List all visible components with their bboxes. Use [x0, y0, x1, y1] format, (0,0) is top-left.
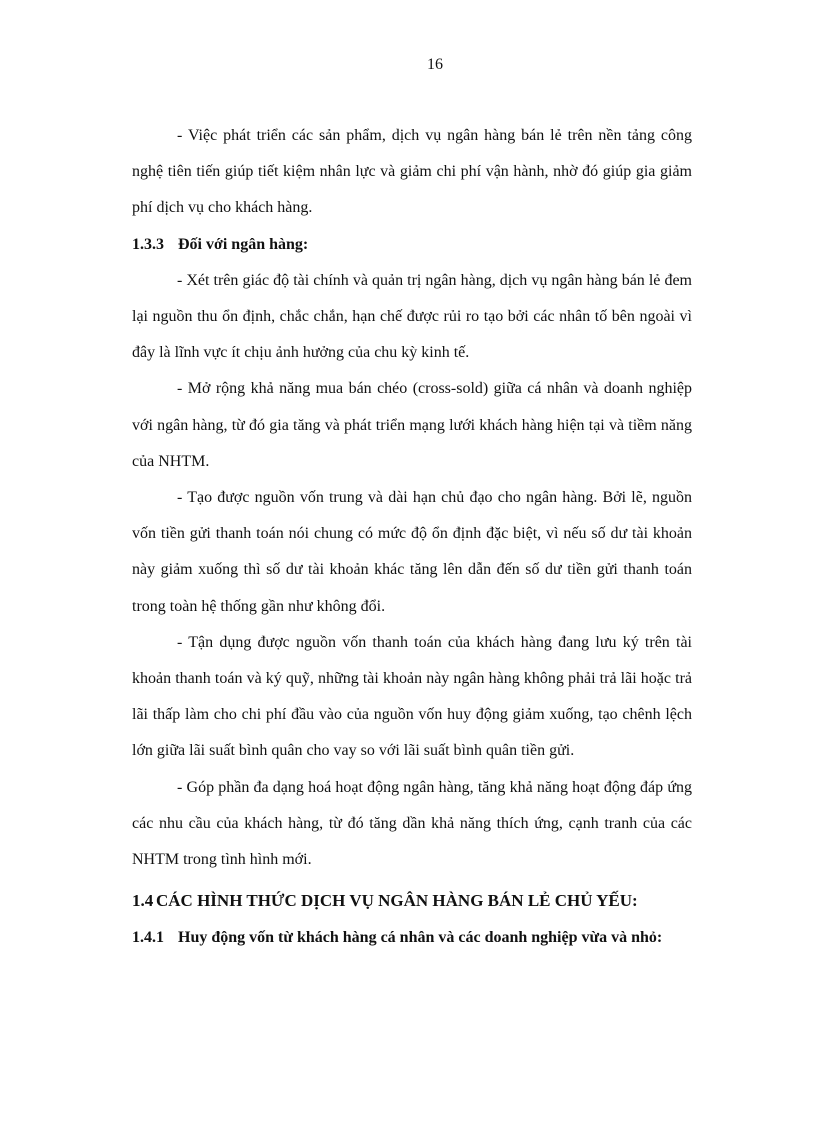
section-1-4-title: CÁC HÌNH THỨC DỊCH VỤ NGÂN HÀNG BÁN LẺ CHỦ YẾU:	[156, 891, 638, 911]
section-1-3-3-heading	[132, 227, 692, 263]
page-body	[132, 118, 692, 956]
section-1-3-3-paragraph-2: - Mở rộng khả năng mua bán chéo (cross-sold) giữa cá nhân và doanh nghiệp với ngân hàng, từ đó gia tăng và phát triển mạng lưới khách hàng hiện tại và tiềm năng của NHTM.	[132, 380, 692, 470]
page-number: 16	[427, 56, 443, 73]
section-1-3-3-title: Đối với ngân hàng:	[178, 235, 309, 253]
section-1-4-number: 1.4	[132, 891, 154, 911]
section-1-4-1-heading	[132, 920, 692, 956]
intro-paragraph: - Việc phát triển các sản phẩm, dịch vụ ngân hàng bán lẻ trên nền tảng công nghệ tiên tiến giúp tiết kiệm nhân lực và giảm chi phí vận hành, nhờ đó giúp gia giảm phí dịch vụ cho khách hàng.	[132, 127, 692, 217]
section-1-4-1-title: Huy động vốn từ khách hàng cá nhân và các doanh nghiệp vừa và nhỏ:	[178, 929, 663, 947]
section-1-3-3-number: 1.3.3	[132, 235, 164, 253]
section-1-4-heading	[132, 882, 692, 920]
section-1-4-1-number: 1.4.1	[132, 929, 164, 947]
section-1-3-3-paragraph-1: - Xét trên giác độ tài chính và quản trị ngân hàng, dịch vụ ngân hàng bán lẻ đem lại nguồn thu ổn định, chắc chắn, hạn chế được rủi ro tạo bởi các nhân tố bên ngoài vì đây là lĩnh vực ít chịu ảnh hưởng của chu kỳ kinh tế.	[132, 271, 692, 362]
section-1-3-3-paragraph-3: - Tạo được nguồn vốn trung và dài hạn chủ đạo cho ngân hàng. Bởi lẽ, nguồn vốn tiền gửi thanh toán nói chung có mức độ ổn định đặc biệt, vì nếu số dư tài khoản này giảm xuống thì số dư tài khoản khác tăng lên dẫn đến số dư tiền gửi thanh toán trong toàn hệ thống gần như không đổi.	[132, 489, 692, 615]
section-1-3-3-paragraph-5: - Góp phần đa dạng hoá hoạt động ngân hàng, tăng khả năng hoạt động đáp ứng các nhu cầu của khách hàng, từ đó tăng dần khả năng thích ứng, cạnh tranh của các NHTM trong tình hình mới.	[132, 778, 692, 869]
section-1-3-3-paragraph-4: - Tận dụng được nguồn vốn thanh toán của khách hàng đang lưu ký trên tài khoản thanh toán và ký quỹ, những tài khoản này ngân hàng không phải trả lãi hoặc trả lãi thấp làm cho chi phí đầu vào của nguồn vốn huy động giảm xuống, tạo chênh lệch lớn giữa lãi suất bình quân cho vay so với lãi suất bình quân tiền gửi.	[132, 633, 692, 760]
